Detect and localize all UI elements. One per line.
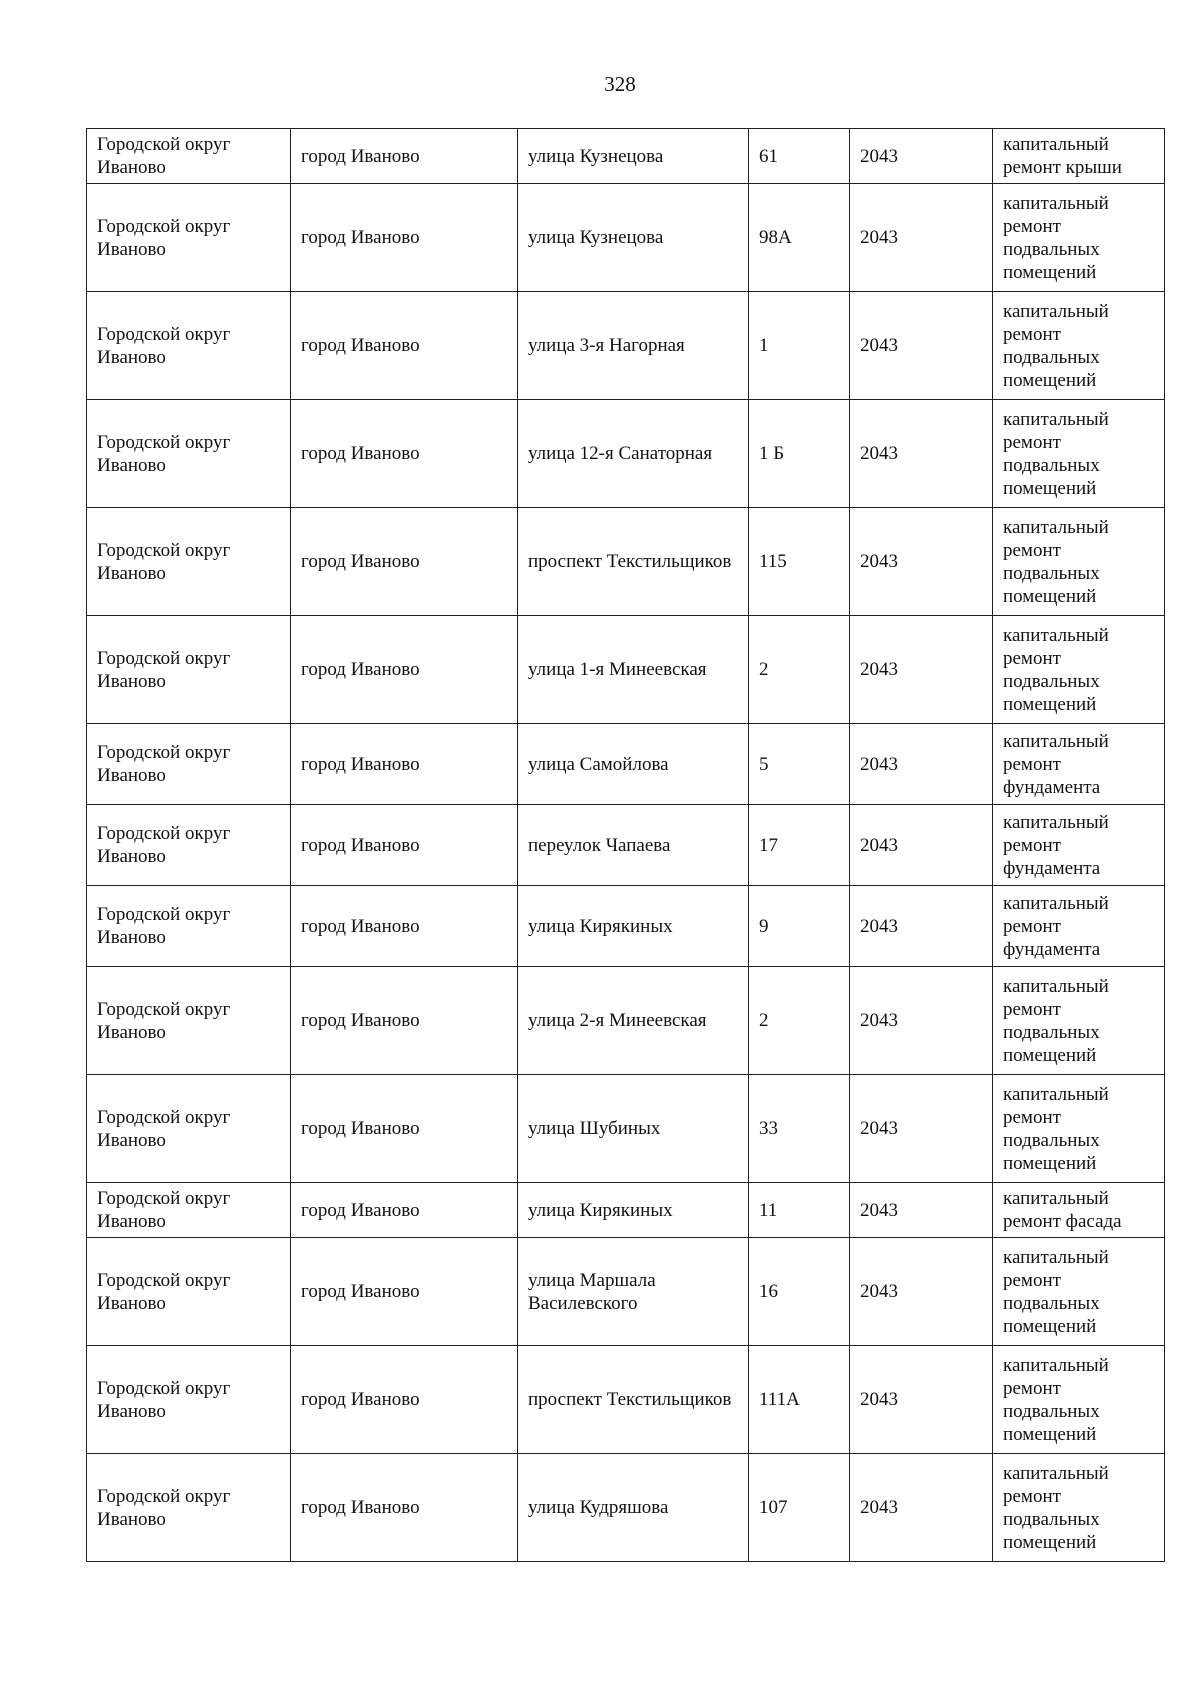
work-type-cell: капитальный ремонт подвальных помещений	[993, 1454, 1165, 1562]
table-row	[87, 1346, 1165, 1454]
house-number-cell: 1	[749, 292, 850, 400]
table-row	[87, 400, 1165, 508]
house-number-cell: 115	[749, 508, 850, 616]
year-cell: 2043	[850, 1238, 993, 1346]
work-type-cell: капитальный ремонт подвальных помещений	[993, 1075, 1165, 1183]
district-cell: Городской округ Иваново	[87, 724, 291, 805]
street-cell: улица Кирякиных	[518, 886, 749, 967]
year-cell: 2043	[850, 967, 993, 1075]
district-cell: Городской округ Иваново	[87, 1075, 291, 1183]
year-cell: 2043	[850, 1454, 993, 1562]
house-number-cell: 33	[749, 1075, 850, 1183]
year-cell: 2043	[850, 1183, 993, 1238]
repair-schedule-table	[86, 128, 1165, 1562]
street-cell: проспект Текстильщиков	[518, 508, 749, 616]
city-cell: город Иваново	[291, 724, 518, 805]
district-cell: Городской округ Иваново	[87, 400, 291, 508]
street-cell: улица Самойлова	[518, 724, 749, 805]
table-row	[87, 184, 1165, 292]
year-cell: 2043	[850, 1346, 993, 1454]
work-type-cell: капитальный ремонт подвальных помещений	[993, 400, 1165, 508]
table-row	[87, 129, 1165, 184]
city-cell: город Иваново	[291, 1346, 518, 1454]
city-cell: город Иваново	[291, 129, 518, 184]
work-type-cell: капитальный ремонт подвальных помещений	[993, 292, 1165, 400]
year-cell: 2043	[850, 400, 993, 508]
house-number-cell: 11	[749, 1183, 850, 1238]
table-row	[87, 1075, 1165, 1183]
table-row	[87, 292, 1165, 400]
year-cell: 2043	[850, 616, 993, 724]
city-cell: город Иваново	[291, 616, 518, 724]
district-cell: Городской округ Иваново	[87, 886, 291, 967]
year-cell: 2043	[850, 805, 993, 886]
table-row	[87, 616, 1165, 724]
work-type-cell: капитальный ремонт фундамента	[993, 724, 1165, 805]
street-cell: улица Шубиных	[518, 1075, 749, 1183]
year-cell: 2043	[850, 724, 993, 805]
district-cell: Городской округ Иваново	[87, 805, 291, 886]
work-type-cell: капитальный ремонт подвальных помещений	[993, 616, 1165, 724]
street-cell: улица 12-я Санаторная	[518, 400, 749, 508]
year-cell: 2043	[850, 129, 993, 184]
table-row	[87, 886, 1165, 967]
city-cell: город Иваново	[291, 1238, 518, 1346]
district-cell: Городской округ Иваново	[87, 184, 291, 292]
city-cell: город Иваново	[291, 967, 518, 1075]
page-number: 328	[604, 72, 636, 96]
table-row	[87, 724, 1165, 805]
city-cell: город Иваново	[291, 292, 518, 400]
street-cell: улица 1-я Минеевская	[518, 616, 749, 724]
city-cell: город Иваново	[291, 1454, 518, 1562]
city-cell: город Иваново	[291, 1075, 518, 1183]
work-type-cell: капитальный ремонт фундамента	[993, 886, 1165, 967]
street-cell: улица 3-я Нагорная	[518, 292, 749, 400]
street-cell: улица Кудряшова	[518, 1454, 749, 1562]
table-body	[87, 129, 1165, 1562]
street-cell: улица Маршала Василевского	[518, 1238, 749, 1346]
district-cell: Городской округ Иваново	[87, 292, 291, 400]
city-cell: город Иваново	[291, 1183, 518, 1238]
work-type-cell: капитальный ремонт фундамента	[993, 805, 1165, 886]
district-cell: Городской округ Иваново	[87, 1454, 291, 1562]
street-cell: улица 2-я Минеевская	[518, 967, 749, 1075]
table-row	[87, 1238, 1165, 1346]
table-row	[87, 1454, 1165, 1562]
district-cell: Городской округ Иваново	[87, 508, 291, 616]
house-number-cell: 5	[749, 724, 850, 805]
street-cell: улица Кирякиных	[518, 1183, 749, 1238]
district-cell: Городской округ Иваново	[87, 1183, 291, 1238]
work-type-cell: капитальный ремонт крыши	[993, 129, 1165, 184]
district-cell: Городской округ Иваново	[87, 616, 291, 724]
house-number-cell: 17	[749, 805, 850, 886]
street-cell: проспект Текстильщиков	[518, 1346, 749, 1454]
table-row	[87, 967, 1165, 1075]
district-cell: Городской округ Иваново	[87, 1238, 291, 1346]
house-number-cell: 16	[749, 1238, 850, 1346]
street-cell: улица Кузнецова	[518, 129, 749, 184]
city-cell: город Иваново	[291, 805, 518, 886]
street-cell: переулок Чапаева	[518, 805, 749, 886]
house-number-cell: 1 Б	[749, 400, 850, 508]
work-type-cell: капитальный ремонт подвальных помещений	[993, 184, 1165, 292]
district-cell: Городской округ Иваново	[87, 1346, 291, 1454]
house-number-cell: 2	[749, 616, 850, 724]
year-cell: 2043	[850, 886, 993, 967]
city-cell: город Иваново	[291, 886, 518, 967]
city-cell: город Иваново	[291, 184, 518, 292]
house-number-cell: 107	[749, 1454, 850, 1562]
table-row	[87, 508, 1165, 616]
work-type-cell: капитальный ремонт подвальных помещений	[993, 1346, 1165, 1454]
district-cell: Городской округ Иваново	[87, 129, 291, 184]
house-number-cell: 61	[749, 129, 850, 184]
year-cell: 2043	[850, 184, 993, 292]
work-type-cell: капитальный ремонт подвальных помещений	[993, 967, 1165, 1075]
table-row	[87, 805, 1165, 886]
house-number-cell: 111А	[749, 1346, 850, 1454]
house-number-cell: 9	[749, 886, 850, 967]
house-number-cell: 98А	[749, 184, 850, 292]
work-type-cell: капитальный ремонт фасада	[993, 1183, 1165, 1238]
street-cell: улица Кузнецова	[518, 184, 749, 292]
year-cell: 2043	[850, 1075, 993, 1183]
table-row	[87, 1183, 1165, 1238]
year-cell: 2043	[850, 292, 993, 400]
city-cell: город Иваново	[291, 508, 518, 616]
work-type-cell: капитальный ремонт подвальных помещений	[993, 1238, 1165, 1346]
house-number-cell: 2	[749, 967, 850, 1075]
work-type-cell: капитальный ремонт подвальных помещений	[993, 508, 1165, 616]
year-cell: 2043	[850, 508, 993, 616]
city-cell: город Иваново	[291, 400, 518, 508]
district-cell: Городской округ Иваново	[87, 967, 291, 1075]
